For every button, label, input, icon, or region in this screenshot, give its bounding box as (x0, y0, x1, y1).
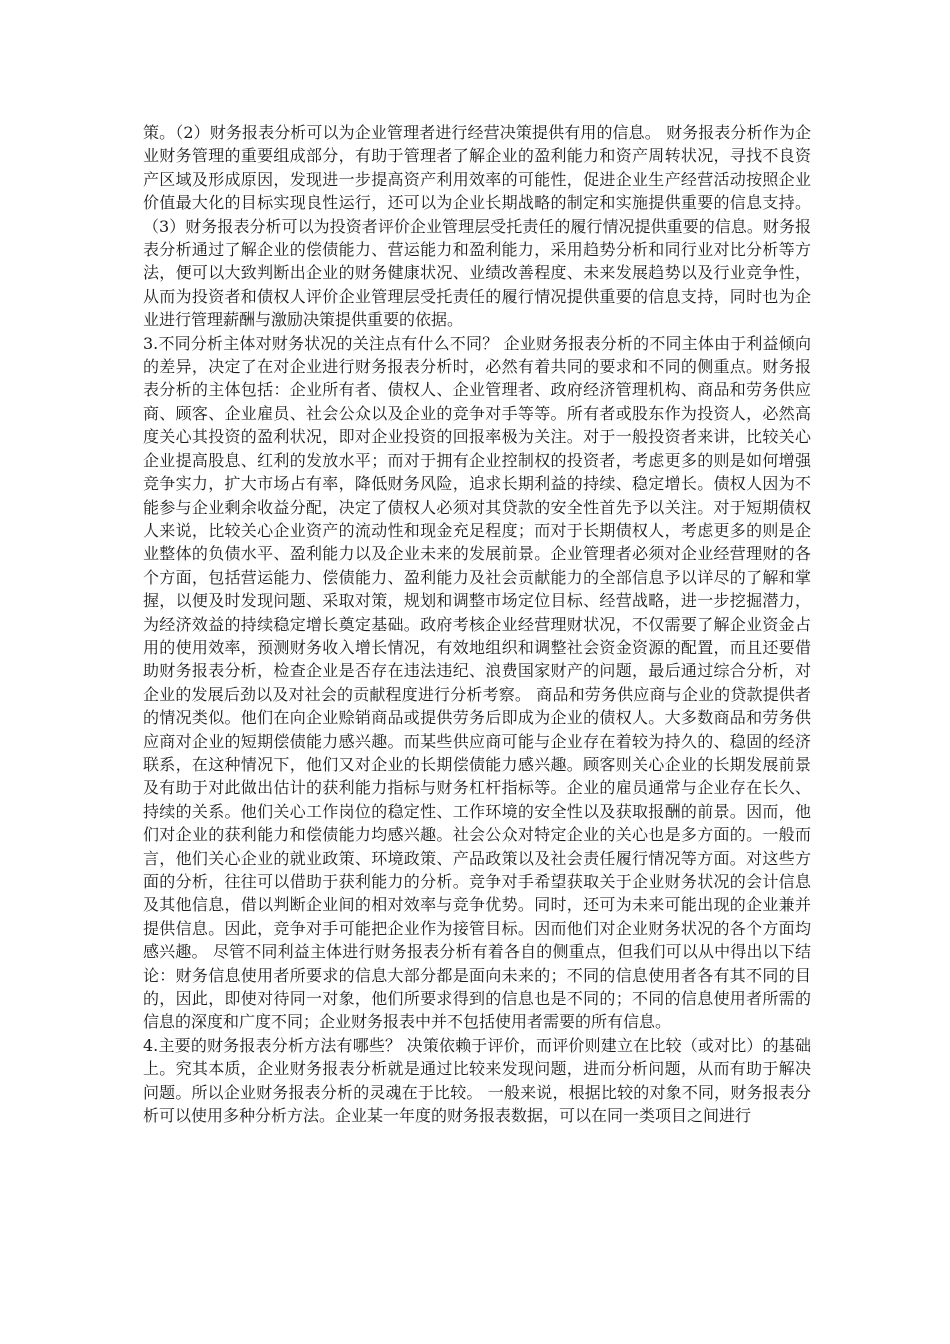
paragraph-analysis-methods: 4.主要的财务报表分析方法有哪些？ 决策依赖于评价，而评价则建立在比较（或对比）的基础上。究其本质，企业财务报表分析就是通过比较来发现问题，进而分析问题，从而有助于解决问题。所以企业财务报表分析的灵魂在于比较。 一般来说，根据比较的对象不同，财务报表分析可以使用多种分析方法。企业某一年度的财务报表数据，可以在同一类项目之间进行 (143, 1035, 811, 1126)
paragraph-analysis-subjects: 3.不同分析主体对财务状况的关注点有什么不同？ 企业财务报表分析的不同主体由于利益倾向的差异，决定了在对企业进行财务报表分析时，必然有着共同的要求和不同的侧重点。财务报表分析的主体包括：企业所有者、债权人、企业管理者、政府经济管理机构、商品和劳务供应商、顾客、企业雇员、社会公众以及企业的竞争对手等等。所有者或股东作为投资人，必然高度关心其投资的盈利状况，即对企业投资的回报率极为关注。对于一般投资者来讲，比较关心企业提高股息、红利的发放水平；而对于拥有企业控制权的投资者，考虑更多的则是如何增强竞争实力，扩大市场占有率，降低财务风险，追求长期利益的持续、稳定增长。债权人因为不能参与企业剩余收益分配，决定了债权人必须对其贷款的安全性首先予以关注。对于短期债权人来说，比较关心企业资产的流动性和现金充足程度；而对于长期债权人，考虑更多的则是企业整体的负债水平、盈利能力以及企业未来的发展前景。企业管理者必须对企业经营理财的各个方面，包括营运能力、偿债能力、盈利能力及社会贡献能力的全部信息予以详尽的了解和掌握，以便及时发现问题、采取对策，规划和调整市场定位目标、经营战略，进一步挖掘潜力，为经济效益的持续稳定增长奠定基础。政府考核企业经营理财状况，不仅需要了解企业资金占用的使用效率，预测财务收入增长情况，有效地组织和调整社会资金资源的配置，而且还要借助财务报表分析，检查企业是否存在违法违纪、浪费国家财产的问题，最后通过综合分析，对企业的发展后劲以及对社会的贡献程度进行分析考察。 商品和劳务供应商与企业的贷款提供者的情况类似。他们在向企业赊销商品或提供劳务后即成为企业的债权人。大多数商品和劳务供应商对企业的短期偿债能力感兴趣。而某些供应商可能与企业存在着较为持久的、稳固的经济联系，在这种情况下，他们又对企业的长期偿债能力感兴趣。顾客则关心企业的长期发展前景及有助于对此做出估计的获利能力指标与财务杠杆指标等。企业的雇员通常与企业存在长久、持续的关系。他们关心工作岗位的稳定性、工作环境的安全性以及获取报酬的前景。因而，他们对企业的获利能力和偿债能力均感兴趣。社会公众对特定企业的关心也是多方面的。一般而言，他们关心企业的就业政策、环境政策、产品政策以及社会责任履行情况等方面。对这些方面的分析，往往可以借助于获利能力的分析。竞争对手希望获取关于企业财务状况的会计信息及其他信息，借以判断企业间的相对效率与竞争优势。同时，还可为未来可能出现的企业兼并提供信息。因此，竞争对手可能把企业作为接管目标。因而他们对企业财务状况的各个方面均感兴趣。 尽管不同利益主体进行财务报表分析有着各自的侧重点，但我们可以从中得出以下结论：财务信息使用者所要求的信息大部分都是面向未来的；不同的信息使用者各有其不同的目的，因此，即使对待同一对象，他们所要求得到的信息也是不同的；不同的信息使用者所需的信息的深度和广度不同；企业财务报表中并不包括使用者需要的所有信息。 (143, 333, 811, 1032)
paragraph-reporting-uses: 策。（2）财务报表分析可以为企业管理者进行经营决策提供有用的信息。 财务报表分析作为企业财务管理的重要组成部分，有助于管理者了解企业的盈利能力和资产周转状况，寻找不良资产区域及形成原因，发现进一步提高资产利用效率的可能性，促进企业生产经营活动按照企业价值最大化的目标实现良性运行，还可以为企业长期战略的制定和实施提供重要的信息支持。 （3）财务报表分析可以为投资者评价企业管理层受托责任的履行情况提供重要的信息。财务报表分析通过了解企业的偿债能力、营运能力和盈利能力，采用趋势分析和同行业对比分析等方法，便可以大致判断出企业的财务健康状况、业绩改善程度、未来发展趋势以及行业竞争性，从而为投资者和债权人评价企业管理层受托责任的履行情况提供重要的信息支持，同时也为企业进行管理薪酬与激励决策提供重要的依据。 (143, 123, 811, 330)
document-page (143, 121, 811, 1127)
